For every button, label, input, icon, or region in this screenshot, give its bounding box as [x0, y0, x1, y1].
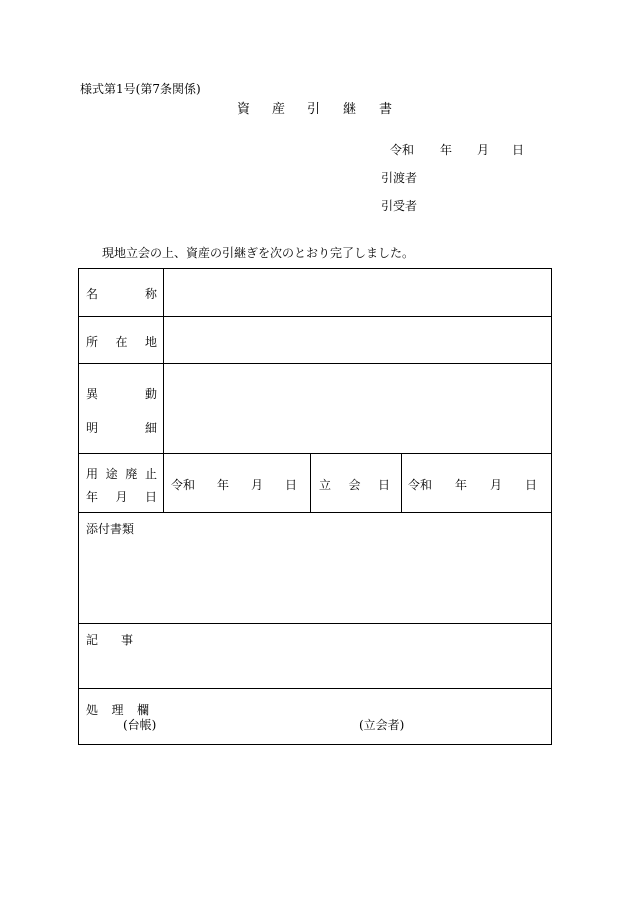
label-char: 所 [86, 335, 99, 349]
label-char: 日 [144, 490, 157, 504]
header-date-month: 月 [477, 143, 490, 157]
label-char: 在 [115, 335, 128, 349]
label-char: 会 [348, 478, 361, 492]
detail-label [86, 419, 157, 436]
column-divider [401, 453, 402, 512]
date-era: 令和 [408, 478, 433, 492]
label-char: 称 [144, 287, 157, 301]
label-char: 記 [86, 633, 99, 647]
name-field[interactable] [165, 271, 549, 315]
header-date-era: 令和 [390, 143, 415, 157]
title-char: 引 [307, 102, 321, 117]
row-divider [79, 453, 551, 454]
row-divider [79, 512, 551, 513]
label-char: 途 [105, 467, 118, 481]
date-day: 日 [524, 478, 537, 492]
abolish-label-line1 [86, 465, 157, 482]
notes-label [86, 631, 133, 648]
change-label [86, 385, 157, 402]
intro-text: 現地立会の上、資産の引継ぎを次のとおり完了しました。 [102, 246, 415, 260]
location-label [86, 333, 157, 350]
label-char: 細 [144, 421, 157, 435]
label-char: 止 [144, 467, 157, 481]
witness-person-label: (立会者) [359, 718, 405, 732]
label-char: 名 [86, 287, 99, 301]
date-year: 年 [454, 478, 467, 492]
label-char: 用 [86, 467, 99, 481]
document-title [237, 98, 392, 117]
label-char: 日 [377, 478, 390, 492]
row-divider [79, 623, 551, 624]
witness-date[interactable] [408, 476, 537, 493]
change-detail-field[interactable] [165, 365, 549, 452]
date-era: 令和 [171, 478, 196, 492]
label-char: 異 [86, 387, 99, 401]
title-char: 産 [272, 102, 286, 117]
date-day: 日 [284, 478, 297, 492]
row-divider [79, 316, 551, 317]
header-date-day: 日 [512, 143, 525, 157]
header-date-year: 年 [440, 143, 453, 157]
label-char: 欄 [136, 703, 149, 717]
header-date [390, 141, 524, 158]
label-char: 処 [86, 703, 99, 717]
attachments-label: 添付書類 [86, 522, 135, 536]
transferor-label: 引渡者 [381, 171, 418, 185]
attachments-field[interactable] [81, 539, 549, 621]
transferee-label: 引受者 [381, 199, 418, 213]
asset-transfer-table [78, 268, 552, 745]
label-char: 動 [144, 387, 157, 401]
abolish-label-line2 [86, 488, 157, 505]
label-char: 月 [115, 490, 128, 504]
title-char: 書 [379, 102, 393, 117]
date-year: 年 [216, 478, 229, 492]
label-char: 事 [120, 633, 133, 647]
label-char: 明 [86, 421, 99, 435]
row-divider [79, 363, 551, 364]
date-month: 月 [250, 478, 263, 492]
column-divider [310, 453, 311, 512]
label-char: 地 [144, 335, 157, 349]
label-char: 年 [86, 490, 99, 504]
title-char: 継 [343, 102, 357, 117]
ledger-label: (台帳) [123, 718, 157, 732]
location-field[interactable] [165, 318, 549, 362]
form-number: 様式第1号(第7条関係) [80, 82, 201, 96]
label-column-divider [163, 269, 164, 512]
title-char: 資 [237, 102, 251, 117]
label-char: 理 [111, 703, 124, 717]
label-char: 廃 [125, 467, 138, 481]
notes-field[interactable] [81, 649, 549, 686]
abolish-date[interactable] [171, 476, 297, 493]
witness-date-label [319, 476, 390, 493]
row-divider [79, 688, 551, 689]
label-char: 立 [319, 478, 332, 492]
date-month: 月 [489, 478, 502, 492]
name-label [86, 285, 157, 302]
